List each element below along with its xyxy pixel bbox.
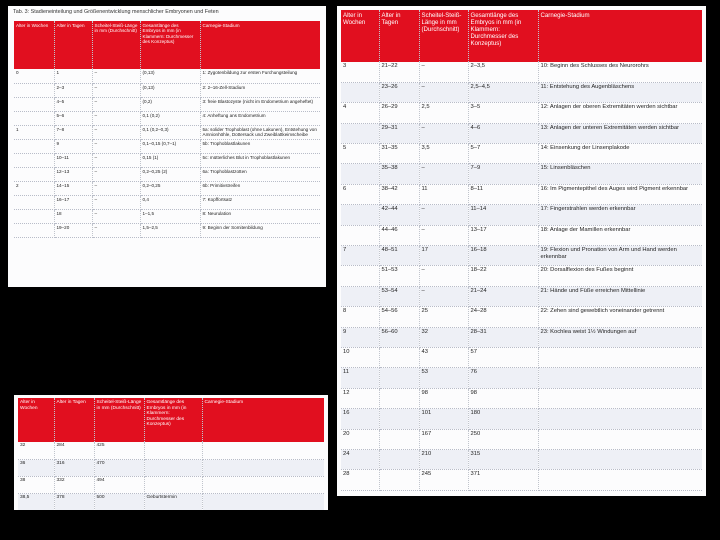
table-row bbox=[341, 62, 702, 82]
table-cell: 16–18 bbox=[468, 246, 538, 266]
table-row bbox=[341, 144, 702, 164]
column-header: Gesamtlänge des Embryos in mm (in Klammern: Durchmesser des Konzeptus) bbox=[140, 21, 200, 69]
table-row bbox=[18, 442, 324, 459]
table-cell: 332 bbox=[54, 476, 94, 493]
table-cell bbox=[538, 449, 702, 469]
table-cell: 210 bbox=[419, 449, 468, 469]
table-cell: 9: Beginn der Somitenbildung bbox=[200, 223, 320, 237]
table-cell: – bbox=[92, 181, 140, 195]
table-cell: 4: Anheftung ans Endometrium bbox=[200, 111, 320, 125]
table-panel-right bbox=[337, 6, 706, 496]
table-cell: – bbox=[92, 195, 140, 209]
table-cell: 13–17 bbox=[468, 225, 538, 245]
table-cell bbox=[341, 286, 379, 306]
column-header: Scheitel-Steiß-Länge in mm (Durchschnitt) bbox=[92, 21, 140, 69]
table-cell: 0,15 (1) bbox=[140, 153, 200, 167]
table-row bbox=[14, 69, 320, 83]
table-cell: 5c: mütterliches Blut in Trophoblastlakunen bbox=[200, 153, 320, 167]
table-cell bbox=[341, 123, 379, 143]
table-cell bbox=[538, 388, 702, 408]
table-cell bbox=[14, 97, 54, 111]
table-row bbox=[341, 246, 702, 266]
table-cell: 1 bbox=[14, 125, 54, 139]
table-row bbox=[14, 83, 320, 97]
table-cell: 36 bbox=[18, 459, 54, 476]
table-cell: 38–42 bbox=[379, 184, 419, 204]
table-cell bbox=[14, 111, 54, 125]
table-cell: – bbox=[92, 167, 140, 181]
table-cell: 10: Beginn des Schlusses des Neurorohrs bbox=[538, 62, 702, 82]
table-row bbox=[14, 181, 320, 195]
table-cell: 51–53 bbox=[379, 266, 419, 286]
table-cell: 378 bbox=[54, 493, 94, 510]
table-cell: – bbox=[92, 125, 140, 139]
column-header: Alter in Wochen bbox=[14, 21, 54, 69]
table-cell: 12: Anlagen der oberen Extremitäten werden sichtbar bbox=[538, 103, 702, 123]
table-cell: 32 bbox=[419, 327, 468, 347]
table-cell bbox=[379, 470, 419, 490]
table-cell: 12 bbox=[341, 388, 379, 408]
table-cell: 11: Entstehung des Augenbläschens bbox=[538, 82, 702, 102]
table-cell bbox=[341, 225, 379, 245]
table-cell bbox=[202, 476, 324, 493]
table-cell: 0,1 (0,2–0,3) bbox=[140, 125, 200, 139]
table-cell: 14: Einsenkung der Linsenplakode bbox=[538, 144, 702, 164]
table-cell: 180 bbox=[468, 409, 538, 429]
table-row bbox=[341, 184, 702, 204]
staging-table-part-1 bbox=[14, 21, 320, 238]
table-cell bbox=[14, 209, 54, 223]
table-cell: – bbox=[92, 69, 140, 83]
table-cell: 16–17 bbox=[54, 195, 92, 209]
table-cell: 17 bbox=[419, 246, 468, 266]
table-cell bbox=[379, 429, 419, 449]
table-cell bbox=[341, 205, 379, 225]
table-cell bbox=[538, 368, 702, 388]
table-cell: 11–14 bbox=[468, 205, 538, 225]
table-cell: 28–31 bbox=[468, 327, 538, 347]
table-cell: 20: Dorsalflexion des Fußes beginnt bbox=[538, 266, 702, 286]
table-row bbox=[341, 368, 702, 388]
column-header: Carnegie-Stadium bbox=[538, 10, 702, 62]
table-row bbox=[14, 223, 320, 237]
table-row bbox=[341, 164, 702, 184]
table-cell: (0,13) bbox=[140, 69, 200, 83]
table-cell: – bbox=[419, 205, 468, 225]
table-cell: 43 bbox=[419, 347, 468, 367]
table-cell: 0 bbox=[14, 69, 54, 83]
column-header: Alter in Wochen bbox=[18, 398, 54, 442]
table-cell: 25 bbox=[419, 307, 468, 327]
table-header-row bbox=[341, 10, 702, 62]
table-cell bbox=[202, 459, 324, 476]
table-cell: 12–13 bbox=[54, 167, 92, 181]
table-row bbox=[341, 266, 702, 286]
table-cell bbox=[14, 223, 54, 237]
table-cell: (0,2) bbox=[140, 97, 200, 111]
table-row bbox=[18, 476, 324, 493]
table-row bbox=[14, 125, 320, 139]
column-header: Alter in Tagen bbox=[54, 398, 94, 442]
column-header: Alter in Tagen bbox=[54, 21, 92, 69]
column-header: Carnegie-Stadium bbox=[200, 21, 320, 69]
table-row bbox=[341, 347, 702, 367]
table-cell: 5 bbox=[341, 144, 379, 164]
table-row bbox=[14, 97, 320, 111]
table-cell: 18: Anlage der Mamillen erkennbar bbox=[538, 225, 702, 245]
table-cell: 21–24 bbox=[468, 286, 538, 306]
table-row bbox=[341, 205, 702, 225]
table-cell: 44–46 bbox=[379, 225, 419, 245]
table-panel-top-left bbox=[8, 6, 326, 287]
table-cell: 8 bbox=[341, 307, 379, 327]
table-row bbox=[341, 286, 702, 306]
table-cell: – bbox=[419, 82, 468, 102]
staging-table-part-3 bbox=[18, 398, 324, 510]
table-header-row bbox=[18, 398, 324, 442]
table-cell bbox=[14, 153, 54, 167]
table-cell: 11 bbox=[341, 368, 379, 388]
table-cell: 26–29 bbox=[379, 103, 419, 123]
table-cell: 2 bbox=[14, 181, 54, 195]
table-cell bbox=[379, 388, 419, 408]
table-cell: 10 bbox=[341, 347, 379, 367]
table-cell: – bbox=[419, 123, 468, 143]
table-cell: 19: Flexion und Pronation von Arm und Hand werden erkennbar bbox=[538, 246, 702, 266]
table-cell: 7 bbox=[341, 246, 379, 266]
column-header: Carnegie-Stadium bbox=[202, 398, 324, 442]
table-cell: 16: Im Pigmentepithel des Auges wird Pigment erkennbar bbox=[538, 184, 702, 204]
table-cell: 16 bbox=[341, 409, 379, 429]
table-cell: 5–6 bbox=[54, 111, 92, 125]
table-cell bbox=[538, 409, 702, 429]
table-cell: 21: Hände und Füße erreichen Mittellinie bbox=[538, 286, 702, 306]
column-header: Scheitel-Steiß-Länge in mm (Durchschnitt) bbox=[94, 398, 144, 442]
table-cell: – bbox=[419, 225, 468, 245]
table-cell: 0,1–0,15 (0,7–1) bbox=[140, 139, 200, 153]
table-cell: 21–22 bbox=[379, 62, 419, 82]
table-cell: 1 bbox=[54, 69, 92, 83]
table-row bbox=[14, 153, 320, 167]
table-cell: 32 bbox=[18, 442, 54, 459]
table-row bbox=[341, 225, 702, 245]
table-cell bbox=[538, 429, 702, 449]
table-cell: 3–5 bbox=[468, 103, 538, 123]
table-cell: 9 bbox=[341, 327, 379, 347]
table-cell: 3,5 bbox=[419, 144, 468, 164]
table-cell: – bbox=[92, 209, 140, 223]
table-cell: 2–3 bbox=[54, 83, 92, 97]
table-cell: 494 bbox=[94, 476, 144, 493]
table-cell: 5–7 bbox=[468, 144, 538, 164]
table-cell: 18 bbox=[54, 209, 92, 223]
table-cell: 4–6 bbox=[468, 123, 538, 143]
table-cell: 4 bbox=[341, 103, 379, 123]
table-cell: – bbox=[92, 111, 140, 125]
table-cell: 7: Kopffortsatz bbox=[200, 195, 320, 209]
table-cell bbox=[14, 139, 54, 153]
column-header: Gesamtlänge des Embryos in mm (in Klammern: Durchmesser des Konzeptus) bbox=[468, 10, 538, 62]
table-cell: 5b: Trophoblastlakunen bbox=[200, 139, 320, 153]
table-cell: 315 bbox=[468, 449, 538, 469]
table-cell: 7–9 bbox=[468, 164, 538, 184]
table-cell: 425 bbox=[94, 442, 144, 459]
staging-table-part-2 bbox=[341, 10, 702, 491]
table-cell: 11 bbox=[419, 184, 468, 204]
column-header: Alter in Tagen bbox=[379, 10, 419, 62]
table-cell: 8: Neurulation bbox=[200, 209, 320, 223]
table-cell: 57 bbox=[468, 347, 538, 367]
table-cell: 29–31 bbox=[379, 123, 419, 143]
table-cell: 13: Anlagen der unteren Extremitäten werden sichtbar bbox=[538, 123, 702, 143]
table-cell: 24–28 bbox=[468, 307, 538, 327]
table-row bbox=[341, 307, 702, 327]
table-cell: 284 bbox=[54, 442, 94, 459]
table-cell: 9 bbox=[54, 139, 92, 153]
table-cell: 42–44 bbox=[379, 205, 419, 225]
table-cell: 14–15 bbox=[54, 181, 92, 195]
table-cell: 0,2–0,25 (2) bbox=[140, 167, 200, 181]
table-cell: 53 bbox=[419, 368, 468, 388]
table-row bbox=[18, 459, 324, 476]
column-header: Scheitel-Steiß-Länge in mm (Durchschnitt) bbox=[419, 10, 468, 62]
table-cell: 1,5–2,5 bbox=[140, 223, 200, 237]
table-cell: 470 bbox=[94, 459, 144, 476]
table-cell: 23: Kochlea weist 1½ Windungen auf bbox=[538, 327, 702, 347]
table-cell: 6 bbox=[341, 184, 379, 204]
table-cell: 53–54 bbox=[379, 286, 419, 306]
table-row bbox=[341, 409, 702, 429]
table-cell bbox=[144, 459, 202, 476]
table-cell: Geburtstermin bbox=[144, 493, 202, 510]
table-cell: 5a: solider Trophoblast (ohne Lakunen), Entstehung von Amnionhöhle, Dottersack und Zweiblattkeimscheibe bbox=[200, 125, 320, 139]
table-row bbox=[14, 195, 320, 209]
table-cell bbox=[379, 347, 419, 367]
table-cell: 0,4 bbox=[140, 195, 200, 209]
table-row bbox=[341, 327, 702, 347]
table-row bbox=[341, 449, 702, 469]
table-cell: 28 bbox=[341, 470, 379, 490]
table-cell: 98 bbox=[468, 388, 538, 408]
table-cell bbox=[341, 82, 379, 102]
table-cell bbox=[379, 409, 419, 429]
table-cell: 0,1 (0,2) bbox=[140, 111, 200, 125]
table-cell: 245 bbox=[419, 470, 468, 490]
table-cell: – bbox=[419, 164, 468, 184]
table-cell bbox=[538, 347, 702, 367]
table-cell: 2,5 bbox=[419, 103, 468, 123]
table-cell: 3 bbox=[341, 62, 379, 82]
table-cell bbox=[379, 368, 419, 388]
table-cell: 22: Zehen sind gewebtlich voneinander getrennt bbox=[538, 307, 702, 327]
column-header: Gesamtlänge des Embryos in mm (in Klammern: Durchmesser des Konzeptus) bbox=[144, 398, 202, 442]
column-header: Alter in Wochen bbox=[341, 10, 379, 62]
table-cell bbox=[341, 266, 379, 286]
table-cell: 6a: Trophoblastzotten bbox=[200, 167, 320, 181]
table-cell: 38,5 bbox=[18, 493, 54, 510]
table-panel-bottom-left bbox=[14, 395, 328, 510]
table-cell: 2–3,5 bbox=[468, 62, 538, 82]
table-cell: 316 bbox=[54, 459, 94, 476]
table-cell bbox=[144, 476, 202, 493]
table-cell bbox=[14, 195, 54, 209]
table-cell bbox=[202, 442, 324, 459]
table-cell bbox=[538, 470, 702, 490]
table-cell: 17: Fingerstrahlen werden erkennbar bbox=[538, 205, 702, 225]
table-row bbox=[14, 139, 320, 153]
table-row bbox=[341, 103, 702, 123]
table-cell: 20 bbox=[341, 429, 379, 449]
table-cell: 4–5 bbox=[54, 97, 92, 111]
table-cell: 35–38 bbox=[379, 164, 419, 184]
table-row bbox=[341, 82, 702, 102]
table-row bbox=[341, 470, 702, 490]
table-cell: – bbox=[419, 62, 468, 82]
table-cell: 24 bbox=[341, 449, 379, 469]
table-cell: 48–51 bbox=[379, 246, 419, 266]
table-cell: 167 bbox=[419, 429, 468, 449]
table-cell: 101 bbox=[419, 409, 468, 429]
table-row bbox=[14, 111, 320, 125]
table-row bbox=[14, 167, 320, 181]
table-cell bbox=[202, 493, 324, 510]
table-cell: – bbox=[419, 266, 468, 286]
table-row bbox=[341, 123, 702, 143]
table-cell: 31–35 bbox=[379, 144, 419, 164]
table-cell: 6b: Primitivstreifen bbox=[200, 181, 320, 195]
table-cell: 56–60 bbox=[379, 327, 419, 347]
table-header-row bbox=[14, 21, 320, 69]
table-caption: Tab. 3: Stadieneinteilung und Größenentwicklung menschlicher Embryonen und Feten bbox=[13, 9, 219, 15]
table-cell: (0,13) bbox=[140, 83, 200, 97]
table-row bbox=[18, 493, 324, 510]
table-cell: 2: 2–16-Zell-Stadium bbox=[200, 83, 320, 97]
table-cell: – bbox=[92, 153, 140, 167]
table-cell: 500 bbox=[94, 493, 144, 510]
table-cell: 250 bbox=[468, 429, 538, 449]
table-cell: 98 bbox=[419, 388, 468, 408]
table-cell: 38 bbox=[18, 476, 54, 493]
table-cell: 19–20 bbox=[54, 223, 92, 237]
table-cell: 371 bbox=[468, 470, 538, 490]
table-cell bbox=[379, 449, 419, 469]
table-cell: 15: Linsenbläschen bbox=[538, 164, 702, 184]
table-cell bbox=[14, 167, 54, 181]
table-cell bbox=[14, 83, 54, 97]
table-cell: 1: Zygotenbildung zur ersten Furchungsteilung bbox=[200, 69, 320, 83]
table-row bbox=[14, 209, 320, 223]
table-cell: 2,5–4,5 bbox=[468, 82, 538, 102]
table-row bbox=[341, 388, 702, 408]
table-cell: – bbox=[419, 286, 468, 306]
table-cell: 18–22 bbox=[468, 266, 538, 286]
table-cell: 1–1,5 bbox=[140, 209, 200, 223]
table-cell: – bbox=[92, 97, 140, 111]
table-cell: 23–26 bbox=[379, 82, 419, 102]
table-cell: 3: freie Blastozyste (nicht im Endometrium angeheftet) bbox=[200, 97, 320, 111]
table-cell: 0,2–0,25 bbox=[140, 181, 200, 195]
table-cell: 8–11 bbox=[468, 184, 538, 204]
table-cell: – bbox=[92, 83, 140, 97]
table-cell bbox=[341, 164, 379, 184]
table-row bbox=[341, 429, 702, 449]
table-cell: – bbox=[92, 139, 140, 153]
table-cell: 7–8 bbox=[54, 125, 92, 139]
table-cell: 54–56 bbox=[379, 307, 419, 327]
table-cell bbox=[144, 442, 202, 459]
table-cell: – bbox=[92, 223, 140, 237]
table-cell: 76 bbox=[468, 368, 538, 388]
table-cell: 10–11 bbox=[54, 153, 92, 167]
